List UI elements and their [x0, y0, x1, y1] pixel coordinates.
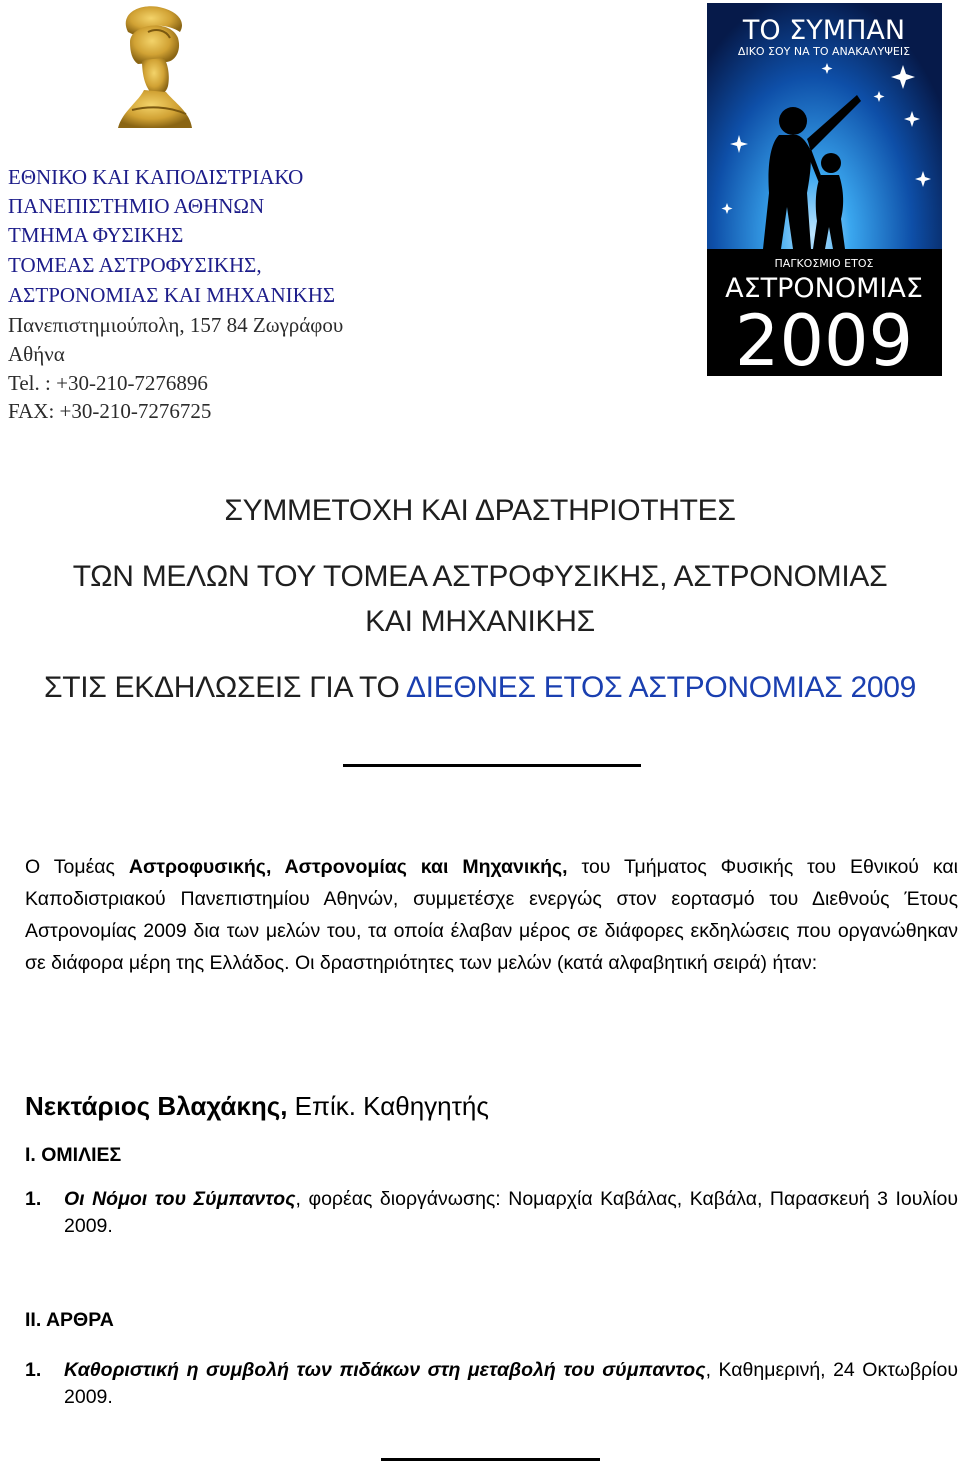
title-line-1: ΣΥΜΜΕΤΟΧΗ ΚΑΙ ΔΡΑΣΤΗΡΙΟΤΗΤΕΣ	[224, 494, 736, 527]
poster-year: 2009	[734, 300, 914, 376]
member-name: Νεκτάριος Βλαχάκης,	[25, 1091, 288, 1121]
title-line-4-prefix: ΣΤΙΣ ΕΚΔΗΛΩΣΕΙΣ ΓΙΑ ΤΟ	[43, 671, 406, 704]
intro-text-start: Ο Τομέας	[25, 856, 129, 878]
title-divider	[343, 764, 641, 767]
title-line-4	[0, 671, 960, 705]
header-line-department: ΤΜΗΜΑ ΦΥΣΙΚΗΣ	[8, 223, 184, 247]
header-line-city: Αθήνα	[8, 342, 65, 366]
title-line-3: ΚΑΙ ΜΗΧΑΝΙΚΗΣ	[365, 605, 595, 638]
iya-2009-poster	[707, 3, 942, 376]
list-item-number: 1.	[25, 1359, 42, 1381]
poster-year-label: ΠΑΓΚΟΣΜΙΟ ΕΤΟΣ	[774, 257, 874, 270]
header-line-university-2: ΠΑΝΕΠΙΣΤΗΜΙΟ ΑΘΗΝΩΝ	[8, 194, 265, 218]
list-item-details: , Καθημερινή, 24 Οκτωβρίου 2009.	[64, 1359, 958, 1408]
list-item	[25, 1186, 958, 1240]
header-line-fax: FAX: +30-210-7276725	[8, 399, 212, 423]
header-line-university-1: ΕΘΝΙΚΟ ΚΑΙ ΚΑΠΟΔΙΣΤΡΙΑΚΟ	[8, 165, 304, 189]
list-item-details: , φορέας διοργάνωσης: Νομαρχία Καβάλας, Καβάλα, Παρασκευή 3 Ιουλίου 2009.	[64, 1188, 959, 1237]
section-heading-articles: ΙΙ. ΑΡΘΡΑ	[25, 1309, 114, 1331]
intro-text-rest: του Τμήματος Φυσικής του Εθνικού και Καποδιστριακού Πανεπιστημίου Αθηνών, συμμετέσχε ενεργώς στον εορτασμό του Διεθνούς Έτους Αστρονομίας 2009 δια των μελών του, τα οποία έλαβαν μέρος σε διάφορες εκδηλώσεις που οργανώθηκαν σε διάφορα μέρη της Ελλάδος. Οι δραστηριότητες των μελών (κατά αλφαβητική σειρά) ήταν:	[25, 856, 958, 974]
member-heading	[25, 1091, 489, 1122]
title-line-2: ΤΩΝ ΜΕΛΩΝ ΤΟΥ ΤΟΜΕΑ ΑΣΤΡΟΦΥΣΙΚΗΣ, ΑΣΤΡΟΝΟΜΙΑΣ	[72, 560, 888, 593]
athena-logo	[108, 2, 200, 130]
intro-paragraph	[25, 851, 958, 979]
list-item-title: Οι Νόμοι του Σύμπαντος	[64, 1188, 296, 1210]
list-item-title: Καθοριστική η συμβολή των πιδάκων στη μεταβολή του σύμπαντος	[64, 1359, 706, 1381]
section-heading-talks: Ι. ΟΜΙΛΙΕΣ	[25, 1144, 122, 1166]
header-line-address: Πανεπιστημιούπολη, 157 84 Ζωγράφου	[8, 313, 344, 337]
header-line-tel: Tel. : +30-210-7276896	[8, 371, 208, 395]
list-item	[25, 1357, 958, 1411]
header-line-section-1: ΤΟΜΕΑΣ ΑΣΤΡΟΦΥΣΙΚΗΣ,	[8, 253, 262, 277]
poster-astronomy: ΑΣΤΡΟΝΟΜΙΑΣ	[725, 273, 923, 304]
member-role: Επίκ. Καθηγητής	[287, 1091, 489, 1121]
poster-subtitle: ΔΙΚΟ ΣΟΥ ΝΑ ΤΟ ΑΝΑΚΑΛΥΨΕΙΣ	[737, 45, 911, 58]
header-line-section-2: ΑΣΤΡΟΝΟΜΙΑΣ ΚΑΙ ΜΗΧΑΝΙΚΗΣ	[8, 283, 336, 307]
intro-section-name: Αστροφυσικής, Αστρονομίας και Μηχανικής,	[128, 856, 568, 878]
footer-divider	[381, 1458, 600, 1461]
list-item-number: 1.	[25, 1188, 42, 1210]
title-line-4-highlight: ΔΙΕΘΝΕΣ ΕΤΟΣ ΑΣΤΡΟΝΟΜΙΑΣ 2009	[405, 671, 917, 704]
poster-title: ΤΟ ΣΥΜΠΑΝ	[742, 15, 906, 46]
